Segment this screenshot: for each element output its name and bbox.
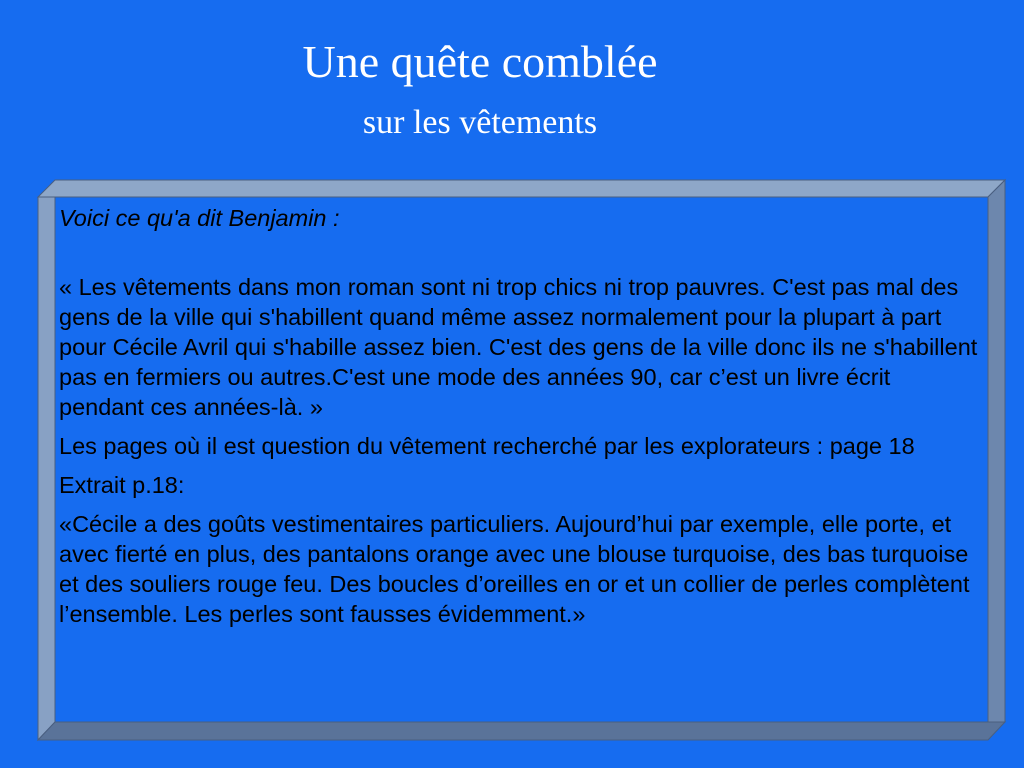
intro-paragraph: Voici ce qu'a dit Benjamin : <box>59 205 340 231</box>
extract-label: Extrait p.18: <box>59 472 185 498</box>
slide-subtitle: sur les vêtements <box>362 104 598 141</box>
quote-paragraph: « Les vêtements dans mon roman sont ni trop chics ni trop pauvres. C'est pas mal des gens de la ville qui s'habillent quand même assez normalement pour la plupart à part pour Cécile Avril qui s'habille assez bien. C'est des gens de la ville donc ils ne s'habillent pas en fermiers ou autres.C'est une mode des années 90, car c’est un livre écrit pendant ces années-là. » <box>59 274 978 420</box>
slide-title: Une quête comblée <box>302 36 658 87</box>
bevel-right <box>988 180 1005 722</box>
bevel-top <box>38 180 1005 197</box>
empty-paragraph <box>59 242 981 272</box>
text-box <box>59 203 981 731</box>
pages-paragraph: Les pages où il est question du vêtement recherché par les explorateurs : page 18 <box>59 433 915 459</box>
bevel-left <box>38 197 55 740</box>
extract-paragraph: «Cécile a des goûts vestimentaires particuliers. Aujourd’hui par exemple, elle porte, et avec fierté en plus, des pantalons orange avec une blouse turquoise, des bas turquoise et des souliers rouge feu. Des boucles d’oreilles en or et un collier de perles complètent l’ensemble. Les perles sont fausses évidemment.» <box>59 511 970 627</box>
